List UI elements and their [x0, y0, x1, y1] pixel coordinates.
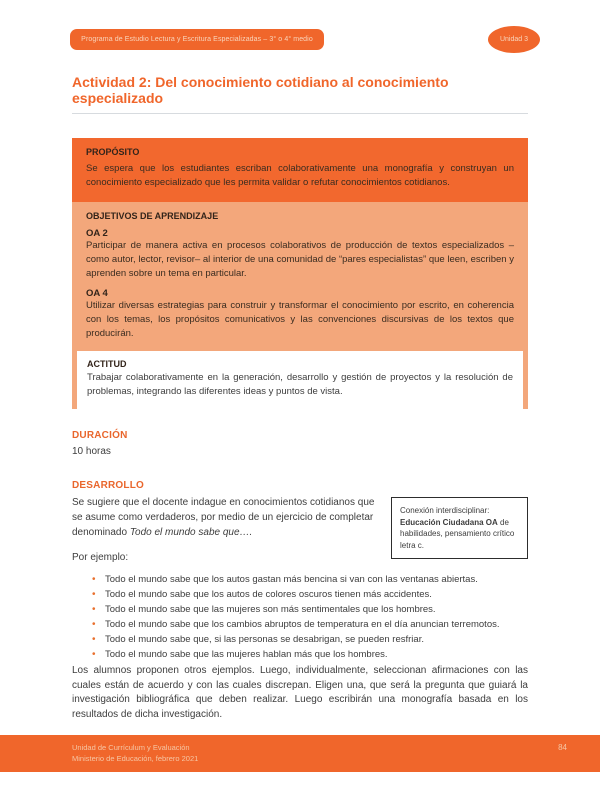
- duracion-value: 10 horas: [72, 446, 111, 457]
- proposito-heading: PROPÓSITO: [86, 147, 140, 157]
- desarrollo-closing: Los alumnos proponen otros ejemplos. Luego, individualmente, seleccionan afirmaciones con las cuales están de acuerdo y con las cuales discrepan. Eligen una, que será la pregunta que guiará la investigación bibliográfica que deben realizar. Luego escribirán una monografía basada en los resultados de dicha investigación.: [72, 665, 528, 720]
- footer-line2: Ministerio de Educación, febrero 2021: [72, 754, 199, 763]
- content-column: [72, 74, 528, 722]
- oa2-text: Participar de manera activa en procesos colaborativos de producción de textos especializados –como autor, lector, revisor– al interior de una comunidad de “pares especialistas” que leen, escriben y aprenden sobre un tema en particular.: [86, 240, 514, 279]
- connection-subject: Educación Ciudadana OA: [400, 517, 498, 527]
- desarrollo-block: [72, 495, 528, 563]
- connection-line1: Conexión interdisciplinar:: [400, 506, 490, 515]
- desarrollo-intro-italic: Todo el mundo sabe que….: [129, 527, 253, 538]
- duracion-heading: DURACIÓN: [72, 430, 128, 441]
- unit-badge: [488, 26, 540, 53]
- oa4-text: Utilizar diversas estrategias para construir y transformar el conocimiento por escrito, en coherencia con los temas, los propósitos comunicativos y las convenciones discursivas de los textos que producirán.: [86, 300, 514, 339]
- actitud-body: Trabajar colaborativamente en la generación, desarrollo y gestión de proyectos y la resolución de problemas, integrando las diferentes ideas y puntos de vista.: [87, 372, 513, 397]
- page-number: 84: [558, 743, 567, 752]
- list-item: • Todo el mundo sabe que los autos gastan más bencina si van con las ventanas abiertas.: [92, 572, 528, 587]
- list-item: • Todo el mundo sabe que, si las personas se desabrigan, se pueden resfriar.: [92, 632, 528, 647]
- program-header-label: Programa de Estudio Lectura y Escritura Especializadas – 3° o 4° medio: [81, 36, 313, 43]
- footer-credits: [72, 742, 198, 764]
- footer-bar: [0, 735, 600, 772]
- oa2-code: OA 2: [86, 228, 108, 239]
- activity-info-box: [72, 138, 528, 409]
- desarrollo-heading: DESARROLLO: [72, 480, 144, 491]
- interdisciplinary-connection-box: [391, 497, 528, 559]
- section-proposito: [72, 138, 528, 202]
- desarrollo-intro-text: Se sugiere que el docente indague en conocimientos cotidianos que se asume como verdaderos, por medio de un ejercicio de completar denominado: [72, 497, 375, 538]
- example-list: [72, 572, 528, 662]
- list-item: • Todo el mundo sabe que los cambios abruptos de temperatura en el día anuncian terremotos.: [92, 617, 528, 632]
- page-title: Actividad 2: Del conocimiento cotidiano al conocimiento especializado: [72, 74, 528, 114]
- oa4-code: OA 4: [86, 288, 108, 299]
- actitud-heading: ACTITUD: [87, 359, 127, 369]
- proposito-body: Se espera que los estudiantes escriban colaborativamente una monografía y construyan un conocimiento especializado que les permita validar o refutar conocimientos cotidianos.: [86, 163, 514, 188]
- program-header-banner: [70, 29, 324, 50]
- list-item: • Todo el mundo sabe que las mujeres son más sentimentales que los hombres.: [92, 602, 528, 617]
- unit-badge-label: Unidad 3: [499, 36, 529, 43]
- footer-line1: Unidad de Currículum y Evaluación: [72, 743, 190, 752]
- list-item: • Todo el mundo sabe que las mujeres hablan más que los hombres.: [92, 647, 528, 662]
- section-actitud: [77, 351, 523, 409]
- connection-rest: de habilidades, pensamiento crítico letra c.: [400, 517, 515, 550]
- example-label: Por ejemplo:: [72, 552, 129, 563]
- section-objetivos: [72, 202, 528, 351]
- list-item: • Todo el mundo sabe que los autos de colores oscuros tienen más accidentes.: [92, 587, 528, 602]
- objetivos-heading: OBJETIVOS DE APRENDIZAJE: [86, 211, 219, 221]
